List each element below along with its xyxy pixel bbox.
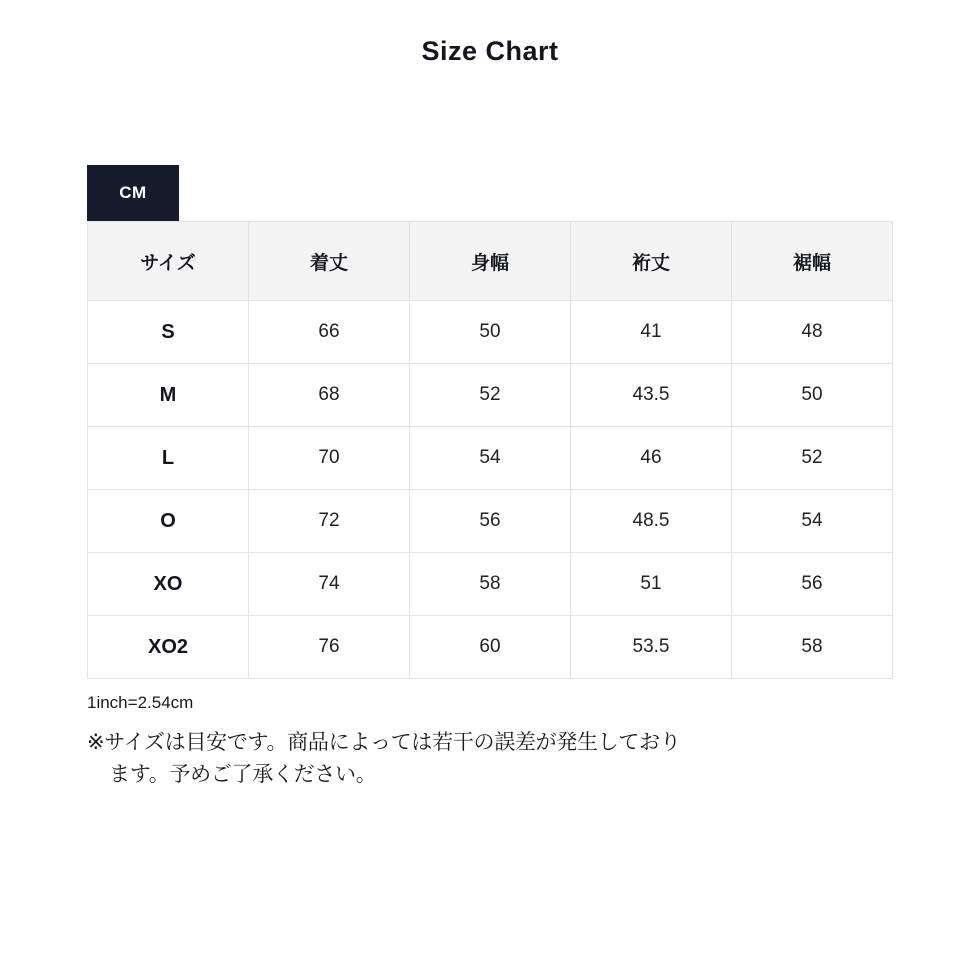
cell-sleeve: 46 [571, 427, 732, 490]
column-header-sleeve: 裄丈 [571, 222, 732, 301]
cell-length: 68 [249, 364, 410, 427]
cell-size: O [88, 490, 249, 553]
cell-width: 54 [410, 427, 571, 490]
cell-sleeve: 43.5 [571, 364, 732, 427]
cell-hem: 56 [732, 553, 893, 616]
table-row [88, 364, 893, 427]
cell-length: 66 [249, 301, 410, 364]
cell-length: 70 [249, 427, 410, 490]
cell-width: 50 [410, 301, 571, 364]
cell-hem: 58 [732, 616, 893, 679]
cell-width: 60 [410, 616, 571, 679]
note-disclaimer-line1: ※サイズは目安です。商品によっては若干の誤差が発生しており [87, 730, 681, 754]
table-row [88, 427, 893, 490]
cell-width: 58 [410, 553, 571, 616]
cell-sleeve: 51 [571, 553, 732, 616]
cell-size: XO2 [88, 616, 249, 679]
unit-tab-row [87, 165, 893, 221]
cell-length: 76 [249, 616, 410, 679]
table-row [88, 616, 893, 679]
note-disclaimer-line2: ます。予めご了承ください。 [109, 763, 377, 787]
size-table-head [88, 222, 893, 301]
size-table-body [88, 301, 893, 679]
column-header-hem: 裾幅 [732, 222, 893, 301]
cell-hem: 52 [732, 427, 893, 490]
cell-size: L [88, 427, 249, 490]
column-header-width: 身幅 [410, 222, 571, 301]
size-chart-content [87, 165, 893, 792]
cell-sleeve: 41 [571, 301, 732, 364]
cell-hem: 54 [732, 490, 893, 553]
cell-sleeve: 48.5 [571, 490, 732, 553]
cell-size: S [88, 301, 249, 364]
table-row [88, 553, 893, 616]
cell-sleeve: 53.5 [571, 616, 732, 679]
note-disclaimer [87, 727, 893, 792]
cell-width: 52 [410, 364, 571, 427]
table-row [88, 490, 893, 553]
cell-width: 56 [410, 490, 571, 553]
cell-size: M [88, 364, 249, 427]
page-title: Size Chart [421, 36, 559, 66]
cell-length: 72 [249, 490, 410, 553]
table-header-row [88, 222, 893, 301]
table-row [88, 301, 893, 364]
cell-size: XO [88, 553, 249, 616]
unit-tab-cm[interactable]: CM [87, 165, 179, 221]
column-header-size: サイズ [88, 222, 249, 301]
column-header-length: 着丈 [249, 222, 410, 301]
note-inch-conversion: 1inch=2.54cm [87, 693, 194, 712]
cell-hem: 48 [732, 301, 893, 364]
size-table [87, 221, 893, 679]
cell-length: 74 [249, 553, 410, 616]
cell-hem: 50 [732, 364, 893, 427]
